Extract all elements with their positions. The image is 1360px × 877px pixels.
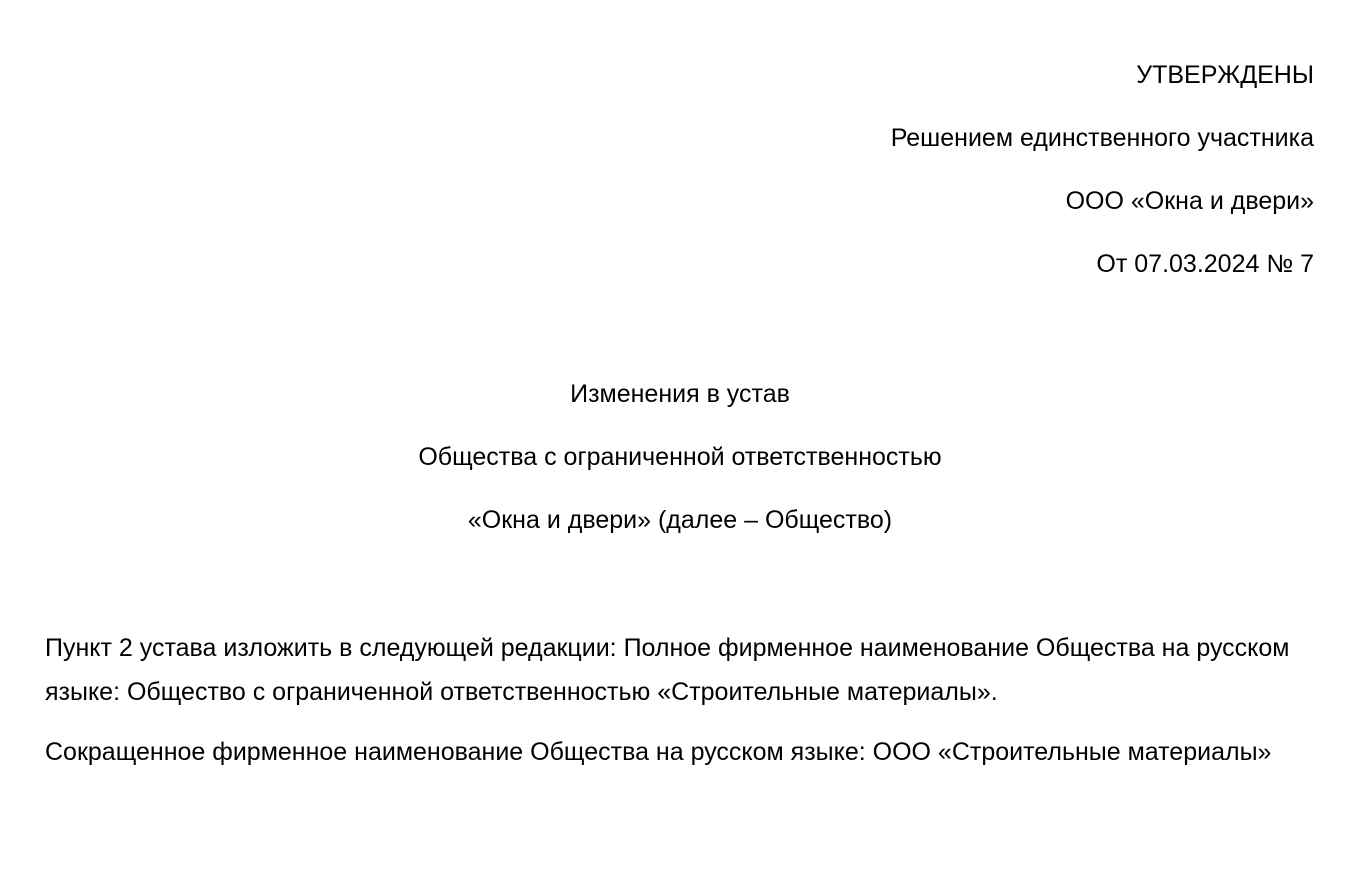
title-line-2: Общества с ограниченной ответственностью [418, 443, 942, 471]
document-body [45, 626, 1320, 790]
document-title [0, 374, 1360, 563]
title-line-1: Изменения в устав [570, 380, 790, 408]
body-paragraph-1: Пункт 2 устава изложить в следующей редакции: Полное фирменное наименование Общества на русском языке: Общество с ограниченной ответственностью «Строительные материалы». [45, 634, 1290, 706]
approval-block [891, 55, 1314, 307]
approval-heading: УТВЕРЖДЕНЫ [1136, 61, 1314, 89]
approval-date-number: От 07.03.2024 № 7 [1096, 250, 1314, 278]
approval-company: ООО «Окна и двери» [1065, 187, 1314, 215]
body-paragraph-2: Сокращенное фирменное наименование Общества на русском языке: ООО «Строительные материалы» [45, 738, 1272, 766]
title-line-3: «Окна и двери» (далее – Общество) [467, 506, 893, 534]
approval-authority: Решением единственного участника [890, 124, 1314, 152]
